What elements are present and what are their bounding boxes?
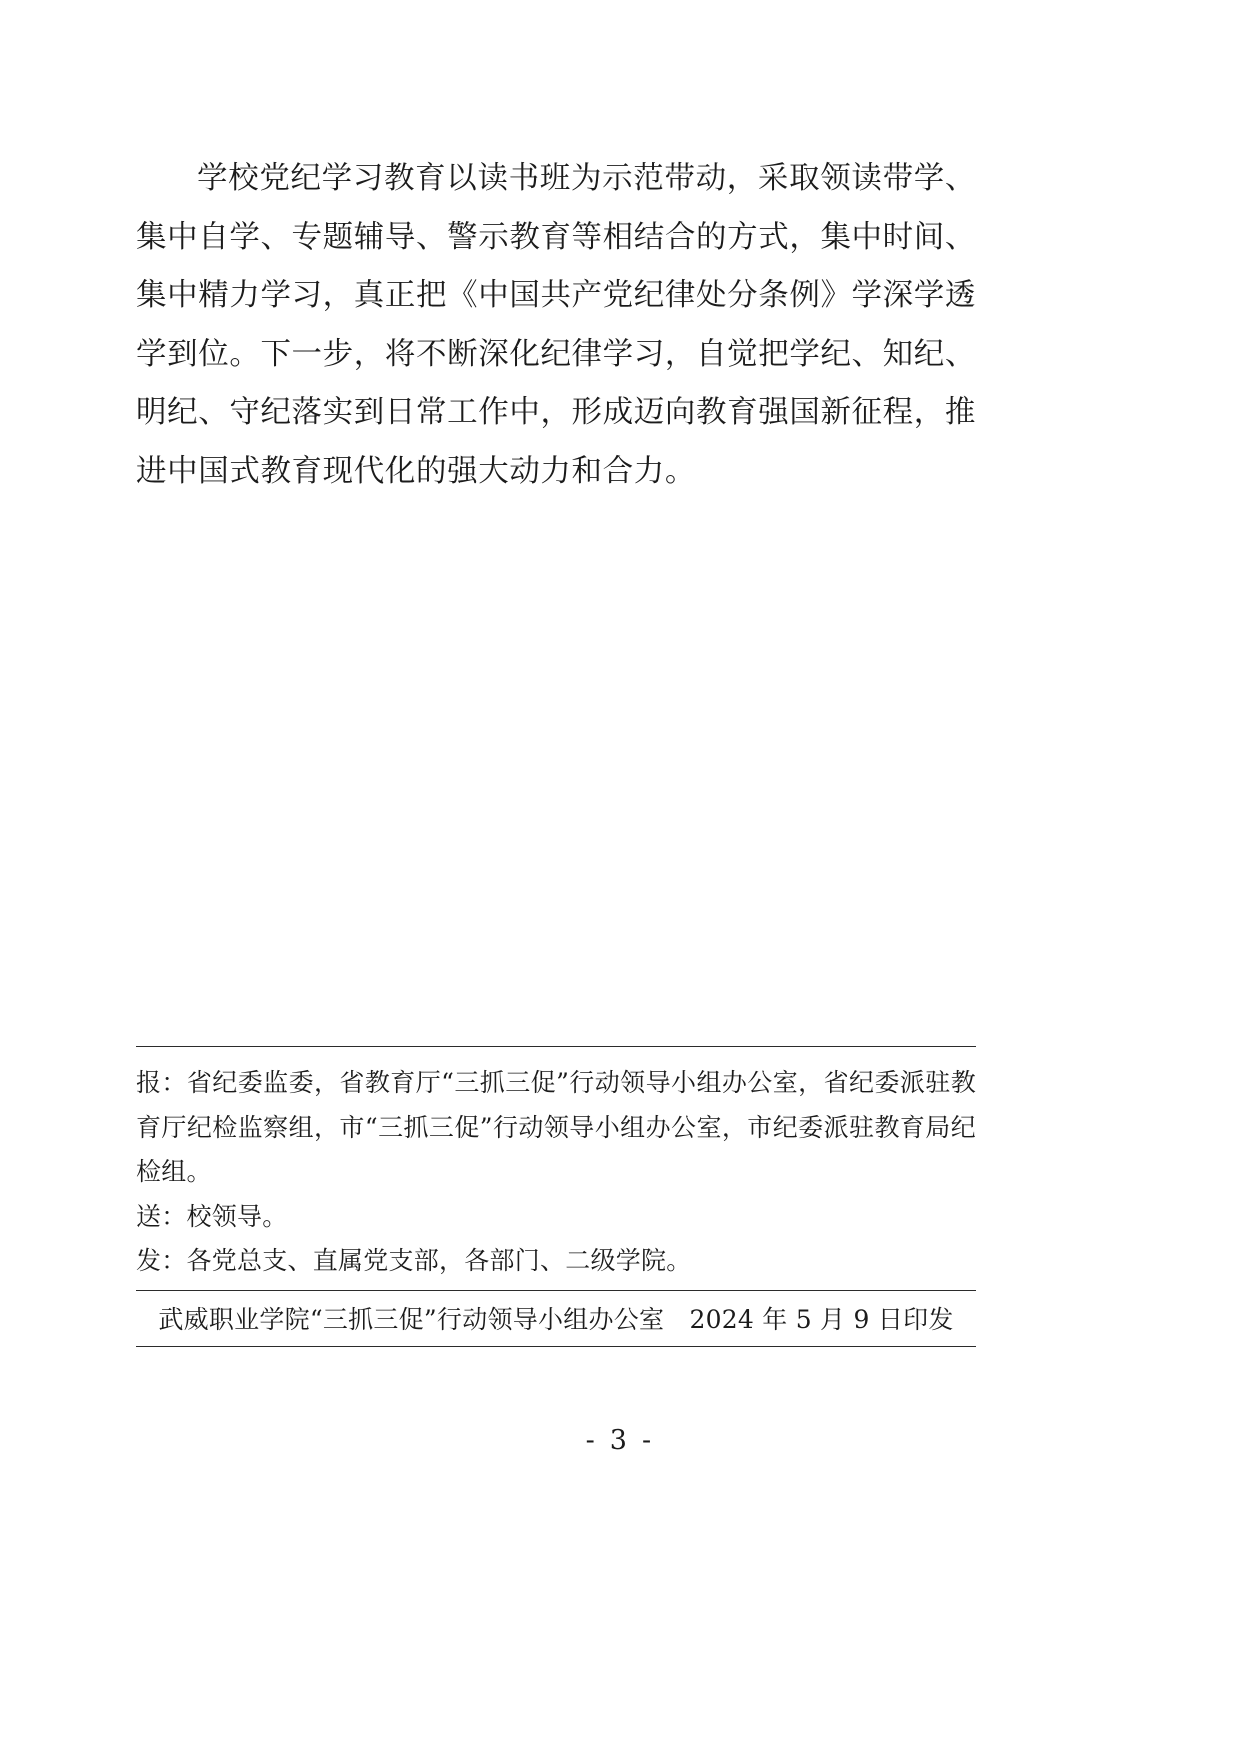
distribution-bottom-divider: [136, 1346, 976, 1347]
distribution-block: [136, 1046, 976, 1347]
document-body: [136, 150, 976, 501]
distribution-report-line: 报：省纪委监委，省教育厅“三抓三促”行动领导小组办公室，省纪委派驻教育厅纪检监察组，市“三抓三促”行动领导小组办公室，市纪委派驻教育局纪检组。: [136, 1068, 976, 1186]
body-paragraph: 学校党纪学习教育以读书班为示范带动，采取领读带学、集中自学、专题辅导、警示教育等相结合的方式，集中时间、集中精力学习，真正把《中国共产党纪律处分条例》学深学透学到位。下一步，将不断深化纪律学习，自觉把学纪、知纪、明纪、守纪落实到日常工作中，形成迈向教育强国新征程，推进中国式教育现代化的强大动力和合力。: [136, 161, 976, 489]
distribution-send-line: 送：校领导。: [136, 1201, 288, 1231]
distribution-lines: [136, 1047, 976, 1290]
issuer-row: [136, 1291, 976, 1347]
issuer-line: 武威职业学院“三抓三促”行动领导小组办公室 2024 年 5 月 9 日印发: [158, 1304, 954, 1334]
distribution-issue-line: 发：各党总支、直属党支部，各部门、二级学院。: [136, 1246, 692, 1275]
page-number: - 3 -: [585, 1425, 655, 1456]
